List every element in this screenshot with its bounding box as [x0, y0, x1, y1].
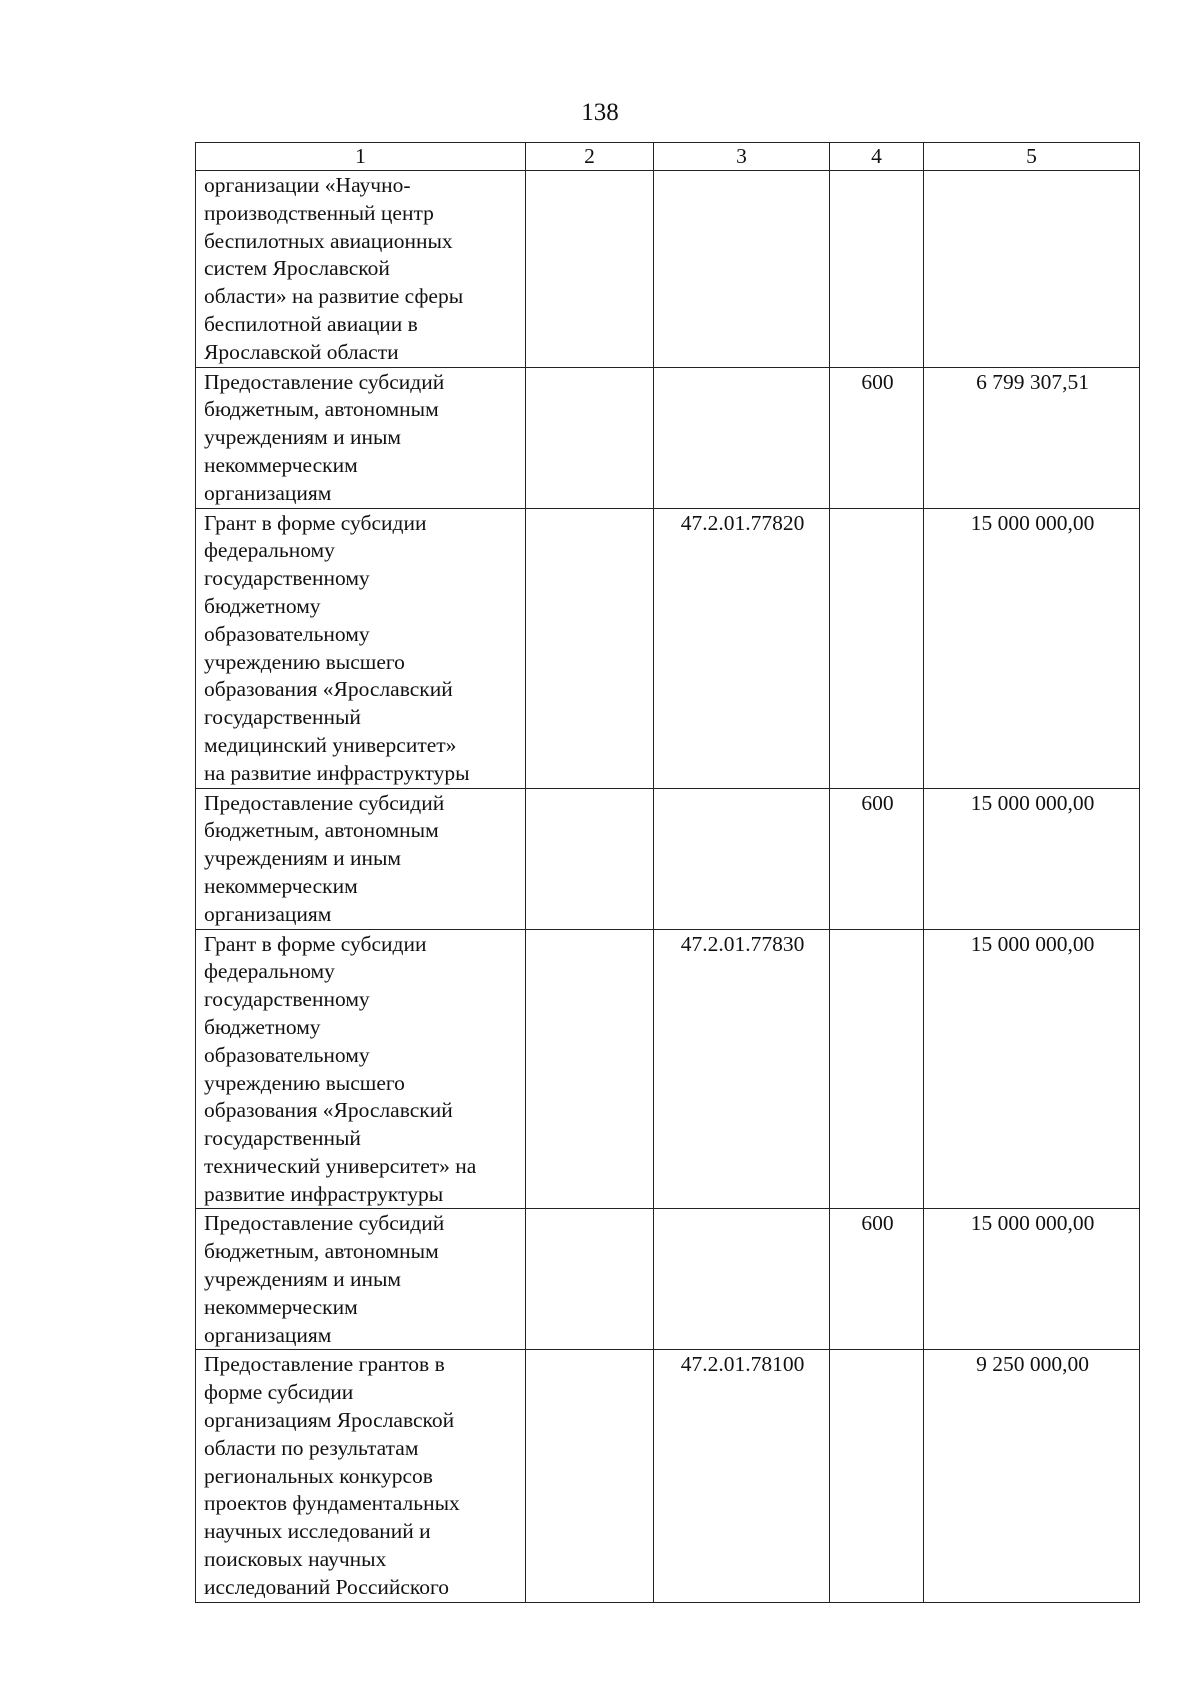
cell-name: Предоставление грантов в форме субсидии организациям Ярославской области по результатам региональных конкурсов проектов фундаментальных научных исследований и поисковых научных исследований Российского — [196, 1350, 526, 1602]
cell-amount: 15 000 000,00 — [924, 788, 1140, 929]
table-row — [196, 171, 1140, 368]
table-row — [196, 367, 1140, 508]
table-row — [196, 788, 1140, 929]
cell-col2 — [526, 788, 654, 929]
budget-table — [195, 142, 1140, 1603]
cell-col2 — [526, 1350, 654, 1602]
cell-name: Грант в форме субсидии федеральному государственному бюджетному образовательному учреждению высшего образования «Ярославский государственный медицинский университет» на развитие инфраструктуры — [196, 508, 526, 788]
column-header-5: 5 — [924, 143, 1140, 171]
cell-amount: 6 799 307,51 — [924, 367, 1140, 508]
cell-code: 47.2.01.77820 — [654, 508, 830, 788]
table-body — [196, 171, 1140, 1603]
cell-col2 — [526, 929, 654, 1209]
cell-name: Грант в форме субсидии федеральному государственному бюджетному образовательному учреждению высшего образования «Ярославский государственный технический университет» на развитие инфраструктуры — [196, 929, 526, 1209]
cell-name: Предоставление субсидий бюджетным, автономным учреждениям и иным некоммерческим организациям — [196, 367, 526, 508]
table-row — [196, 929, 1140, 1209]
cell-code — [654, 1209, 830, 1350]
cell-col2 — [526, 1209, 654, 1350]
page-number: 138 — [581, 99, 619, 126]
cell-expense-kind: 600 — [830, 1209, 924, 1350]
cell-col2 — [526, 367, 654, 508]
cell-amount: 15 000 000,00 — [924, 508, 1140, 788]
cell-expense-kind — [830, 929, 924, 1209]
cell-name: организации «Научно- производственный центр беспилотных авиационных систем Ярославской области» на развитие сферы беспилотной авиации в Ярославской области — [196, 171, 526, 368]
cell-expense-kind: 600 — [830, 367, 924, 508]
table-row — [196, 1209, 1140, 1350]
column-header-1: 1 — [196, 143, 526, 171]
cell-name: Предоставление субсидий бюджетным, автономным учреждениям и иным некоммерческим организациям — [196, 788, 526, 929]
cell-code — [654, 171, 830, 368]
cell-code: 47.2.01.77830 — [654, 929, 830, 1209]
cell-amount: 15 000 000,00 — [924, 1209, 1140, 1350]
cell-code — [654, 367, 830, 508]
table-row — [196, 508, 1140, 788]
column-header-3: 3 — [654, 143, 830, 171]
cell-expense-kind — [830, 508, 924, 788]
cell-amount: 9 250 000,00 — [924, 1350, 1140, 1602]
column-header-2: 2 — [526, 143, 654, 171]
cell-expense-kind — [830, 1350, 924, 1602]
cell-expense-kind — [830, 171, 924, 368]
cell-code — [654, 788, 830, 929]
cell-expense-kind: 600 — [830, 788, 924, 929]
cell-amount — [924, 171, 1140, 368]
table-header-row — [196, 143, 1140, 171]
cell-col2 — [526, 171, 654, 368]
cell-col2 — [526, 508, 654, 788]
cell-code: 47.2.01.78100 — [654, 1350, 830, 1602]
table-row — [196, 1350, 1140, 1602]
column-header-4: 4 — [830, 143, 924, 171]
cell-amount: 15 000 000,00 — [924, 929, 1140, 1209]
cell-name: Предоставление субсидий бюджетным, автономным учреждениям и иным некоммерческим организациям — [196, 1209, 526, 1350]
